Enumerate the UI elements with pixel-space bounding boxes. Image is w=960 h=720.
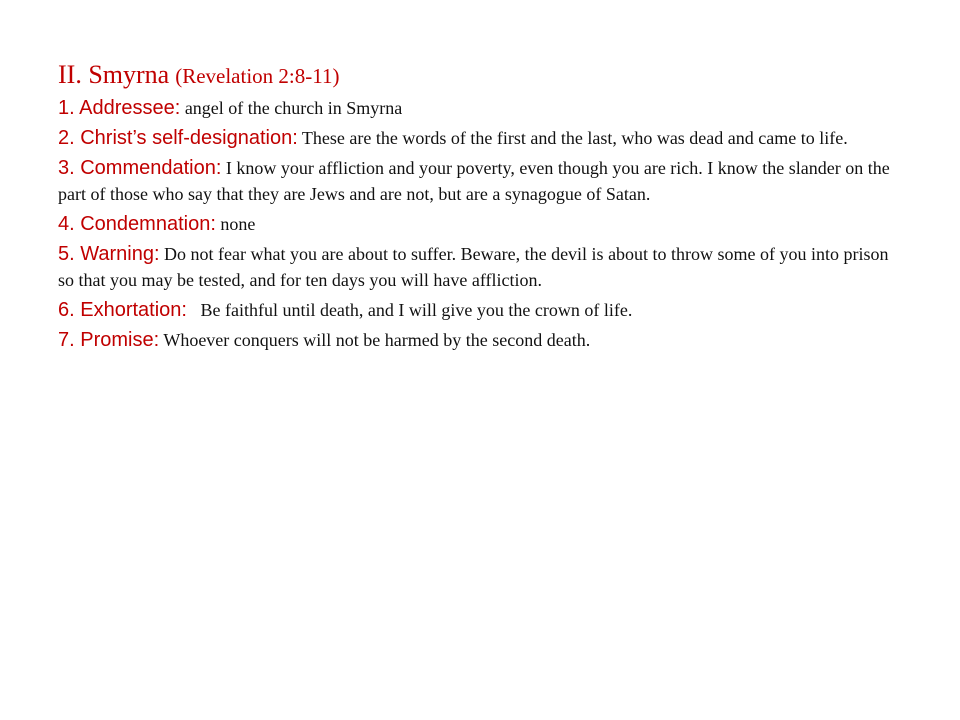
title-main: II. Smyrna [58, 60, 170, 89]
slide-title [58, 58, 904, 93]
item-text: Do not fear what you are about to suffer. Beware, the devil is about to throw some of you into prison so that you may be tested, and for ten days you will have affliction. [58, 244, 889, 290]
item-label: 2. Christ’s self-designation: [58, 127, 298, 149]
item-text: I know your affliction and your poverty, even though you are rich. I know the slander on the part of those who say that they are Jews and are not, but are a synagogue of Satan. [58, 158, 890, 204]
item-text: These are the words of the first and the last, who was dead and came to life. [297, 128, 848, 148]
item-label: 4. Condemnation: [58, 213, 216, 235]
item-warning [58, 241, 904, 293]
item-exhortation [58, 297, 904, 323]
item-self-designation [58, 125, 904, 151]
item-label: 6. Exhortation: [58, 299, 187, 321]
item-label: 5. Warning: [58, 243, 160, 265]
item-text: Whoever conquers will not be harmed by the second death. [159, 330, 591, 350]
title-reference: (Revelation 2:8-11) [175, 64, 340, 88]
item-label: 1. Addressee: [58, 97, 181, 119]
item-label: 7. Promise: [58, 329, 160, 351]
item-text: Be faithful until death, and I will give you the crown of life. [186, 300, 633, 320]
item-promise [58, 327, 904, 353]
item-text: angel of the church in Smyrna [180, 98, 403, 118]
item-condemnation [58, 211, 904, 237]
item-commendation [58, 155, 904, 207]
item-text: none [215, 214, 256, 234]
item-addressee [58, 95, 904, 121]
item-label: 3. Commendation: [58, 157, 222, 179]
slide-content [58, 58, 904, 357]
